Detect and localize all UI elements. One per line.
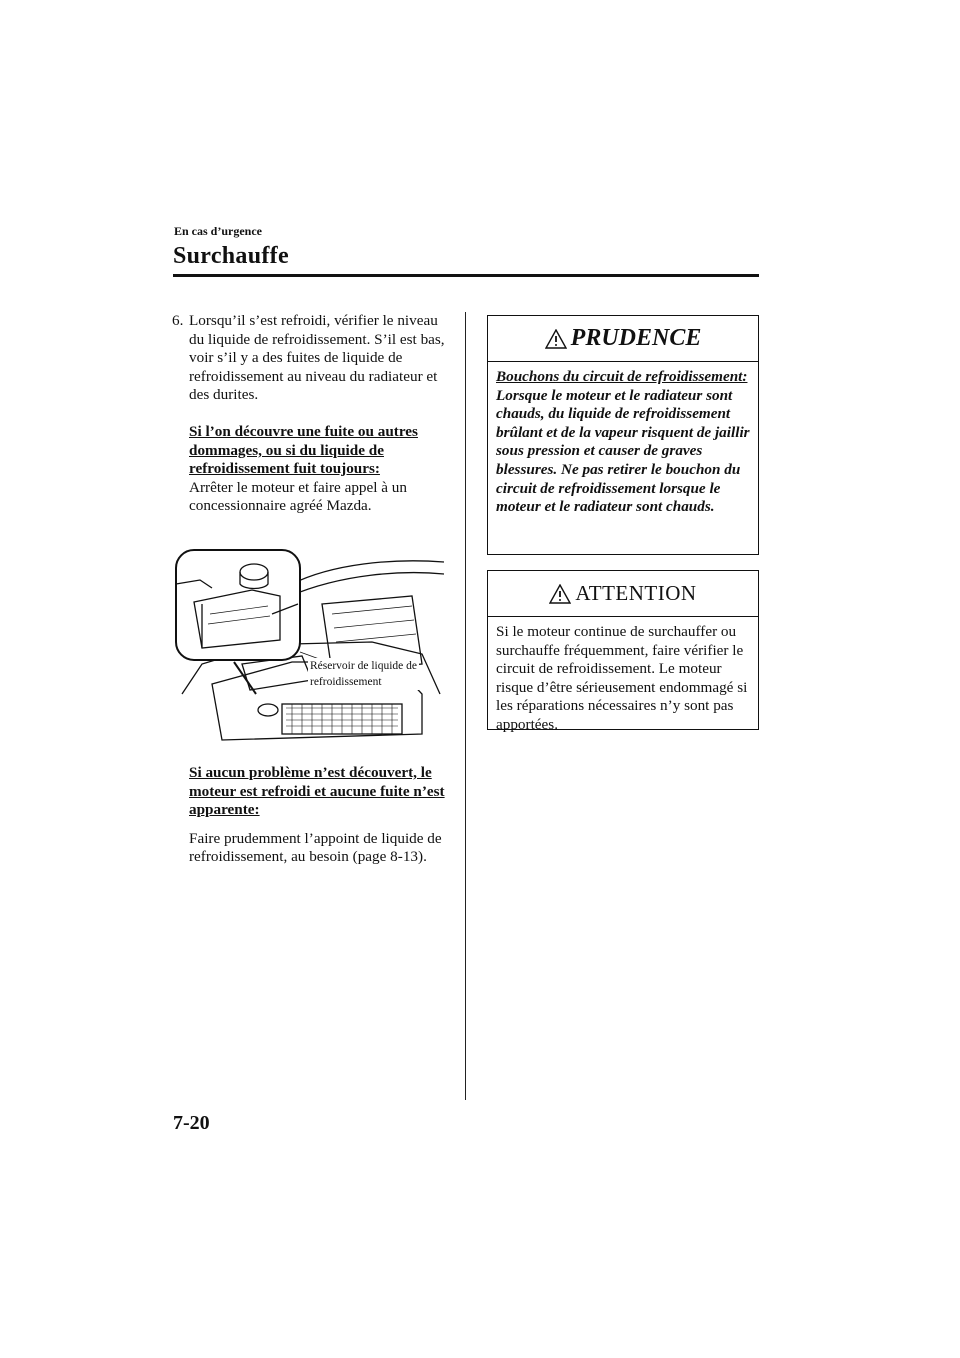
engine-figure — [172, 544, 444, 750]
attention-title: ATTENTION — [575, 581, 697, 605]
engine-illustration — [172, 544, 444, 750]
leak-text: Arrêter le moteur et faire appel à un concessionnaire agréé Mazda. — [189, 478, 407, 515]
ok-text: Faire prudemment l’appoint de liquide de refroidissement, au besoin (page 8-13). — [189, 829, 442, 866]
step-text: Lorsqu’il s’est refroidi, vérifier le niveau du liquide de refroidissement. S’il est bas, voir s’il y a des fuites de liquide de refroidissement au niveau du radiateur et des durites. — [189, 312, 445, 404]
prudence-header — [488, 316, 758, 362]
step-6 — [172, 312, 448, 405]
left-column — [172, 312, 448, 867]
leak-heading: Si l’on découvre une fuite ou autres dommages, ou si du liquide de refroidissement fuit toujours: — [189, 422, 418, 478]
attention-header — [488, 571, 758, 617]
warning-triangle-icon — [545, 329, 567, 349]
ok-heading: Si aucun problème n’est découvert, le moteur est refroidi et aucune fuite n’est apparente: — [189, 763, 445, 819]
page-title: Surchauffe — [173, 243, 289, 269]
title-rule — [173, 274, 759, 277]
prudence-box — [487, 315, 759, 555]
prudence-text: Lorsque le moteur et le radiateur sont chauds, du liquide de refroidissement brûlant et de la vapeur risquent de jaillir sous pression et causer de graves blessures. Ne pas retirer le bouchon du circuit de refroidissement lorsque le moteur et le radiateur sont chauds. — [496, 386, 750, 516]
step-number: 6. — [172, 312, 184, 329]
figure-label: Réservoir de liquide de refroidissement — [310, 659, 417, 688]
column-divider — [465, 312, 466, 1100]
attention-text: Si le moteur continue de surchauffer ou surchauffe fréquemment, faire vérifier le circuit de refroidissement. Le moteur risque d’être sérieusement endommagé si les réparations nécessaires n’y sont pas apportées. — [496, 623, 748, 733]
page-number: 7-20 — [173, 1112, 210, 1134]
prudence-title: PRUDENCE — [570, 325, 702, 351]
section-label: En cas d’urgence — [174, 224, 262, 238]
warning-triangle-icon — [549, 584, 571, 604]
attention-box — [487, 570, 759, 733]
prudence-subtitle: Bouchons du circuit de refroidissement: — [496, 368, 748, 385]
